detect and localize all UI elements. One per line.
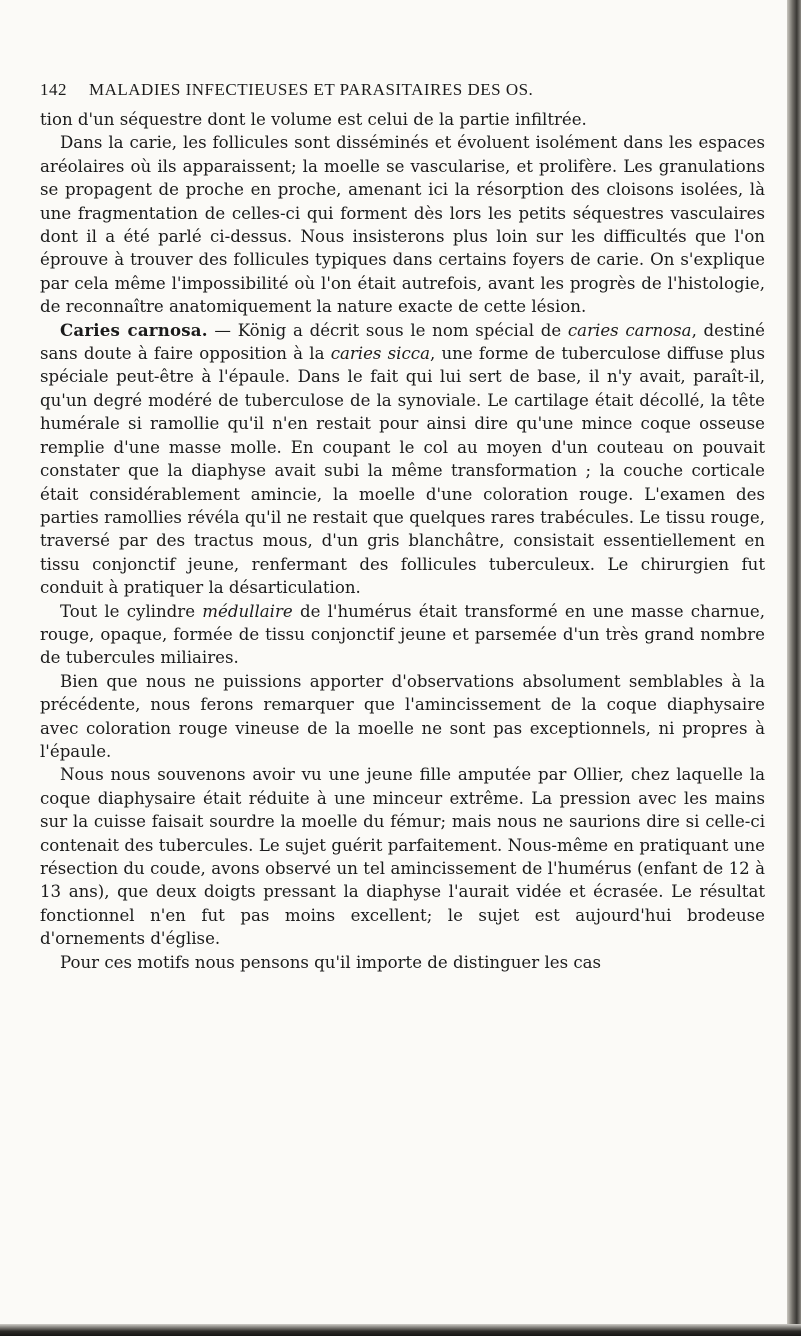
paragraph-6: Nous nous souvenons avoir vu une jeune fille amputée par Ollier, chez laquelle la coque diaphysaire était réduite à une minceur extrême. La pression avec les mains sur la cuisse faisait sourdre la moelle du fémur; mais nous ne saurions dire si celle-ci contenait des tubercules. Le sujet guérit parfaitement. Nous-même en pratiquant une résection du coude, avons observé un tel amincissement de l'humérus (enfant de 12 à 13 ans), que deux doigts pressant la diaphyse l'aurait vidée et écrasée. Le résultat fonctionnel n'en fut pas moins excellent; le sujet est aujourd'hui brodeuse d'ornements d'église. bbox=[40, 765, 765, 949]
paragraph-4 bbox=[40, 600, 765, 670]
section-heading-caries-carnosa: Caries carnosa. bbox=[60, 319, 208, 340]
paragraph-4-text-a: Tout le cylindre bbox=[60, 601, 203, 621]
paragraph-7: Pour ces motifs nous pensons qu'il importe de distinguer les cas bbox=[60, 952, 602, 972]
bottom-edge-shadow bbox=[0, 1324, 801, 1336]
term-medullaire: médullaire bbox=[202, 601, 293, 621]
page-number: 142 bbox=[40, 80, 67, 99]
term-caries-carnosa: caries carnosa bbox=[567, 320, 692, 340]
paragraph-4-text-b: de l'humérus était transformé en une masse charnue, rouge, opaque, formée de tissu conjonctif jeune et parsemée d'un très grand nombre de tubercules miliaires. bbox=[40, 601, 766, 668]
paragraph-3-text-b: , destiné sans doute à faire opposition à la bbox=[40, 320, 765, 364]
term-caries-sicca: caries sicca bbox=[330, 344, 430, 364]
paragraph-2: Dans la carie, les follicules sont disséminés et évoluent isolément dans les espaces aréolaires où ils apparaissent; la moelle se vascularise, et prolifère. Les granulations se propagent de proche en proche, amenant ici la résorption des cloisons isolées, là une fragmentation de celles-ci qui forment dès lors les petits séquestres vasculaires dont il a été parlé ci-dessus. Nous insisterons plus loin sur les difficultés que l'on éprouve à trouver des follicules typiques dans certains foyers de carie. On s'explique par cela même l'impossibilité où l'on était autrefois, avant les progrès de l'histologie, de reconnaître anatomiquement la nature exacte de cette lésion. bbox=[40, 133, 765, 317]
running-title: MALADIES INFECTIEUSES ET PARASITAIRES DES OS. bbox=[89, 80, 534, 99]
page-header bbox=[40, 80, 765, 102]
paragraph-3 bbox=[40, 319, 765, 600]
paragraph-1: tion d'un séquestre dont le volume est celui de la partie infiltrée. bbox=[40, 110, 587, 129]
paragraph-3-text-a: — König a décrit sous le nom spécial de bbox=[207, 320, 568, 340]
paragraph-3-text-c: , une forme de tuberculose diffuse plus spéciale peut-être à l'épaule. Dans le fait qui lui sert de base, il n'y avait, paraît-il, qu'un degré modéré de tuberculose de la synoviale. Le cartilage était décollé, la tête humérale si ramollie qu'il n'en restait pour ainsi dire qu'une mince coque osseuse remplie d'une masse molle. En coupant le col au moyen d'un couteau on pouvait constater que la diaphyse avait subi la même transformation ; la couche corticale était considérablement amincie, la moelle d'une coloration rouge. L'examen des parties ramollies révéla qu'il ne restait que quelques rares trabécules. Le tissu rouge, traversé par des tractus mous, d'un gris blanchâtre, consistait essentiellement en tissu conjonctif jeune, renfermant des follicules tuberculeux. Le chirurgien fut conduit à pratiquer la désarticulation. bbox=[40, 344, 765, 598]
paragraph-5: Bien que nous ne puissions apporter d'observations absolument semblables à la précédente, nous ferons remarquer que l'amincissement de la coque diaphysaire avec coloration rouge vineuse de la moelle ne sont pas exceptionnels, ni propres à l'épaule. bbox=[40, 671, 765, 761]
body-text bbox=[40, 108, 765, 974]
page-edge-shadow bbox=[787, 0, 801, 1336]
